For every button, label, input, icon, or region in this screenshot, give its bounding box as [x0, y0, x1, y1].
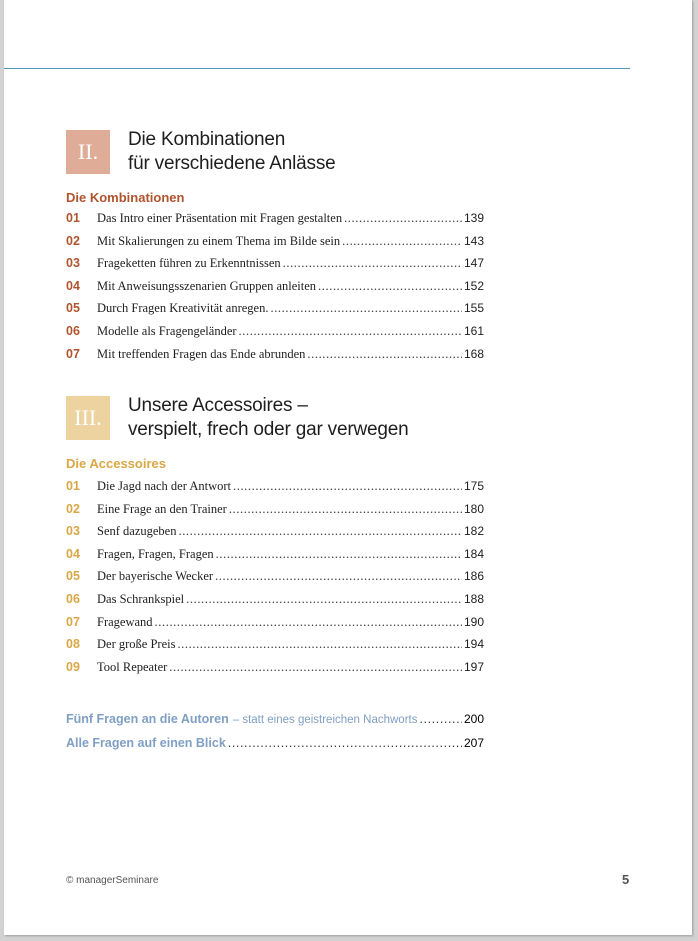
- toc-entry-title: Der große Preis: [97, 637, 176, 652]
- leader-dots: [186, 592, 462, 607]
- chapter-three-badge: III.: [66, 396, 110, 440]
- leader-dots: [177, 637, 462, 652]
- toc-entry-title: Modelle als Fragengeländer: [97, 323, 237, 338]
- chapter-two-toc-list: [66, 211, 484, 369]
- toc-entry[interactable]: [66, 660, 484, 683]
- toc-entry[interactable]: [66, 347, 484, 370]
- header-rule: [4, 68, 630, 69]
- toc-entry-title: Mit treffenden Fragen das Ende abrunden: [97, 346, 306, 361]
- extra-page-number: 207: [463, 736, 484, 750]
- toc-entry-number: 08: [66, 637, 80, 652]
- toc-entry-number: 05: [66, 569, 80, 584]
- toc-entry[interactable]: [66, 524, 484, 547]
- toc-entry[interactable]: [66, 279, 484, 302]
- toc-entry-page-number: 143: [463, 233, 484, 248]
- toc-entry-page-number: 190: [463, 614, 484, 629]
- toc-entry-number: 05: [66, 301, 80, 316]
- toc-entry-number: 04: [66, 546, 80, 561]
- toc-entry-title: Tool Repeater: [97, 659, 168, 674]
- leader-dots: [342, 234, 462, 249]
- leader-dots: [178, 524, 461, 539]
- toc-entry-number: 03: [66, 256, 80, 271]
- toc-entry-number: 04: [66, 278, 80, 293]
- toc-entry-title: Senf dazugeben: [97, 524, 177, 539]
- toc-entry-number: 07: [66, 346, 80, 361]
- toc-entry-title: Der bayerische Wecker: [97, 569, 214, 584]
- chapter-three-toc-list: [66, 479, 484, 682]
- extra-row-all-questions[interactable]: [66, 736, 484, 750]
- toc-entry-number: 01: [66, 479, 80, 493]
- extra-title: Alle Fragen auf einen Blick: [66, 736, 226, 750]
- leader-dots: [216, 547, 462, 562]
- leader-dots: [318, 279, 462, 294]
- toc-entry-title: Fragen, Fragen, Fragen: [97, 546, 214, 561]
- toc-entry-page-number: 155: [463, 301, 484, 316]
- leader-dots: [419, 712, 462, 726]
- leader-dots: [307, 347, 462, 362]
- toc-entry-number: 06: [66, 323, 80, 338]
- toc-entry-number: 03: [66, 524, 80, 539]
- chapter-two-badge: II.: [66, 130, 110, 174]
- leader-dots: [169, 660, 462, 675]
- footer-page-number: 5: [622, 872, 630, 887]
- chapter-two-title-line2: für verschiedene Anlässe: [128, 153, 336, 174]
- toc-entry-page-number: 184: [463, 546, 484, 561]
- leader-dots: [270, 301, 462, 316]
- toc-entry-page-number: 175: [463, 479, 484, 493]
- toc-entry-page-number: 197: [463, 659, 484, 674]
- leader-dots: [283, 256, 462, 271]
- toc-entry-title: Fragewand: [97, 614, 153, 629]
- toc-entry-page-number: 147: [463, 256, 484, 271]
- leader-dots: [215, 569, 462, 584]
- toc-entry[interactable]: [66, 256, 484, 279]
- extra-title: Fünf Fragen an die Autoren: [66, 712, 229, 726]
- toc-entry-number: 07: [66, 614, 80, 629]
- chapter-three-section-label: Die Accessoires: [66, 456, 166, 471]
- document-page: [4, 0, 692, 935]
- toc-entry[interactable]: [66, 301, 484, 324]
- footer-copyright: © managerSeminare: [66, 875, 159, 886]
- extra-page-number: 200: [463, 712, 484, 726]
- toc-entry[interactable]: [66, 547, 484, 570]
- toc-entry-page-number: 161: [463, 323, 484, 338]
- toc-entry[interactable]: [66, 234, 484, 257]
- toc-entry-title: Mit Anweisungsszenarien Gruppen anleiten: [97, 278, 317, 293]
- chapter-two-title-line1: Die Kombinationen: [128, 129, 286, 150]
- toc-entry[interactable]: [66, 324, 484, 347]
- toc-entry-title: Eine Frage an den Trainer: [97, 501, 227, 516]
- toc-entry-page-number: 194: [463, 637, 484, 652]
- chapter-two-section-label: Die Kombinationen: [66, 190, 185, 205]
- leader-dots: [233, 479, 462, 494]
- leader-dots: [344, 211, 462, 226]
- leader-dots: [229, 502, 462, 517]
- leader-dots: [155, 615, 462, 630]
- toc-entry[interactable]: [66, 569, 484, 592]
- toc-entry[interactable]: [66, 592, 484, 615]
- extra-subtitle: – statt eines geistreichen Nachworts: [232, 714, 418, 726]
- toc-entry-title: Das Schrankspiel: [97, 591, 185, 606]
- toc-entry[interactable]: [66, 502, 484, 525]
- toc-entry-page-number: 182: [463, 524, 484, 539]
- toc-entry-number: 06: [66, 591, 80, 606]
- leader-dots: [239, 324, 462, 339]
- toc-entry-page-number: 180: [463, 501, 484, 516]
- toc-entry-number: 02: [66, 501, 80, 516]
- chapter-three-title: [128, 394, 408, 442]
- toc-entry[interactable]: [66, 211, 484, 234]
- chapter-three-title-line2: verspielt, frech oder gar verwegen: [128, 419, 409, 440]
- toc-entry[interactable]: [66, 615, 484, 638]
- toc-entry-title: Die Jagd nach der Antwort: [97, 479, 231, 493]
- toc-entry[interactable]: [66, 637, 484, 660]
- leader-dots: [228, 736, 462, 750]
- chapter-three-title-line1: Unsere Accessoires –: [128, 395, 308, 416]
- toc-entry-page-number: 152: [463, 278, 484, 293]
- toc-entry-number: 02: [66, 233, 80, 248]
- toc-entry-title: Das Intro einer Präsentation mit Fragen gestalten: [97, 211, 343, 225]
- toc-entry[interactable]: [66, 479, 484, 502]
- toc-entry-page-number: 168: [463, 346, 484, 361]
- toc-entry-title: Durch Fragen Kreativität anregen.: [97, 301, 269, 316]
- chapter-two-title: [128, 128, 336, 176]
- extra-row-authors[interactable]: [66, 712, 484, 726]
- toc-entry-number: 01: [66, 211, 80, 225]
- toc-entry-title: Frageketten führen zu Erkenntnissen: [97, 256, 281, 271]
- toc-entry-page-number: 188: [463, 591, 484, 606]
- toc-entry-number: 09: [66, 659, 80, 674]
- toc-entry-page-number: 139: [463, 211, 484, 225]
- toc-entry-title: Mit Skalierungen zu einem Thema im Bilde sein: [97, 233, 341, 248]
- toc-entry-page-number: 186: [463, 569, 484, 584]
